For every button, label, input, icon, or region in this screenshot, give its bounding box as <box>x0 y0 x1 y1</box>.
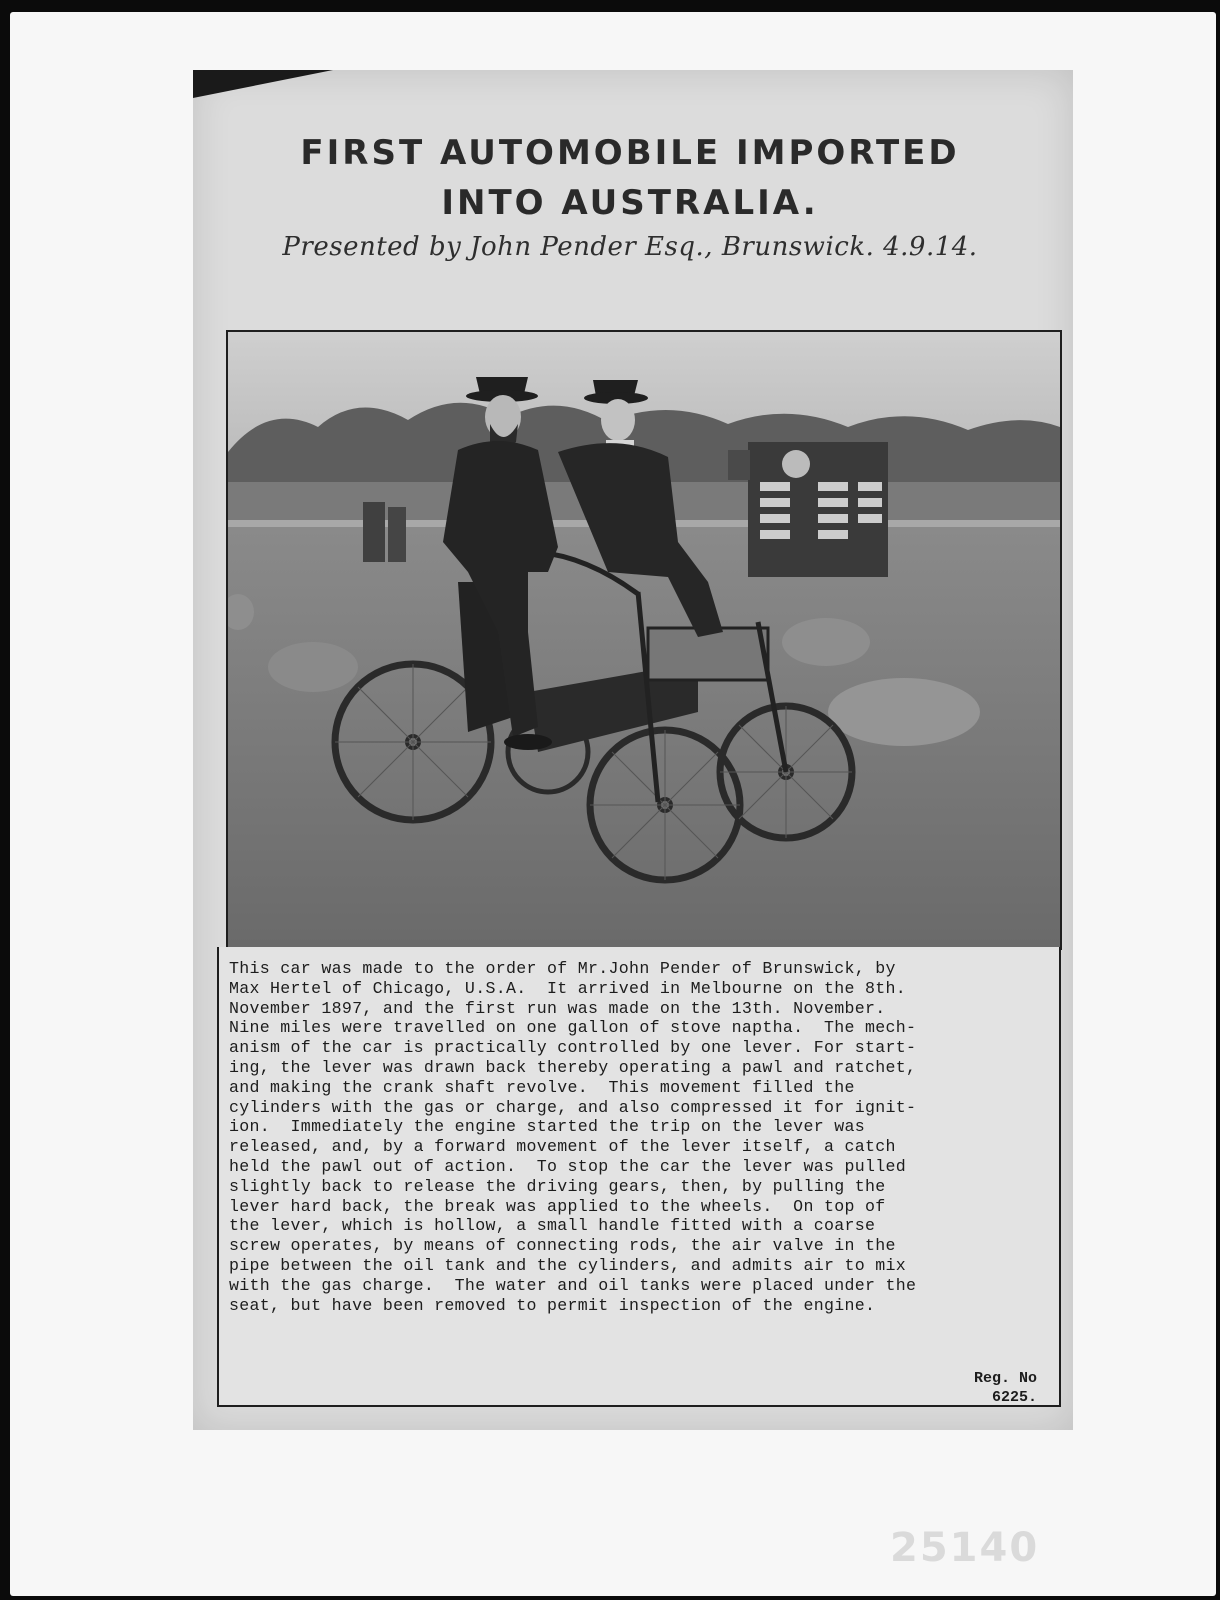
description-panel <box>217 947 1061 1407</box>
description-line: and making the crank shaft revolve. This movement filled the <box>229 1077 855 1097</box>
description-line: lever hard back, the break was applied to the wheels. On top of <box>229 1196 886 1216</box>
description-line: the lever, which is hollow, a small handle fitted with a coarse <box>229 1216 876 1236</box>
description-line: cylinders with the gas or charge, and also compressed it for ignit- <box>229 1097 917 1117</box>
description-text <box>229 959 1049 1315</box>
title-line-2: INTO AUSTRALIA. <box>441 183 819 223</box>
description-line: held the pawl out of action. To stop the car the lever was pulled <box>229 1156 907 1176</box>
description-line: Nine miles were travelled on one gallon of stove naptha. The mech- <box>229 1018 917 1038</box>
presentation-inscription: Presented by John Pender Esq., Brunswick. 4.9.14. <box>282 232 978 262</box>
description-line: pipe between the oil tank and the cylinders, and admits air to mix <box>229 1255 907 1275</box>
torn-corner <box>193 70 333 98</box>
description-line: slightly back to release the driving gears, then, by pulling the <box>229 1176 886 1196</box>
description-line: anism of the car is practically controlled by one lever. For start- <box>229 1038 917 1058</box>
description-line: This car was made to the order of Mr.John Pender of Brunswick, by <box>229 959 896 978</box>
description-line: Max Hertel of Chicago, U.S.A. It arrived in Melbourne on the 8th. <box>229 978 907 998</box>
page-title <box>200 128 1060 228</box>
archive-number: 25140 <box>890 1525 1040 1571</box>
description-line: with the gas charge. The water and oil tanks were placed under the <box>229 1275 917 1295</box>
description-line: screw operates, by means of connecting rods, the air valve in the <box>229 1236 896 1256</box>
description-line: November 1897, and the first run was made on the 13th. November. <box>229 998 886 1018</box>
photo-automobile-image <box>228 332 1060 948</box>
description-line: seat, but have been removed to permit inspection of the engine. <box>229 1295 876 1315</box>
description-line: ing, the lever was drawn back thereby operating a pawl and ratchet, <box>229 1057 917 1077</box>
title-line-1: FIRST AUTOMOBILE IMPORTED <box>300 133 960 173</box>
description-line: ion. Immediately the engine started the trip on the lever was <box>229 1117 865 1137</box>
registration-label: Reg. No <box>973 1370 1037 1387</box>
description-line: released, and, by a forward movement of the lever itself, a catch <box>229 1137 896 1157</box>
registration-number: 6225. <box>991 1389 1037 1406</box>
photograph <box>226 330 1062 950</box>
